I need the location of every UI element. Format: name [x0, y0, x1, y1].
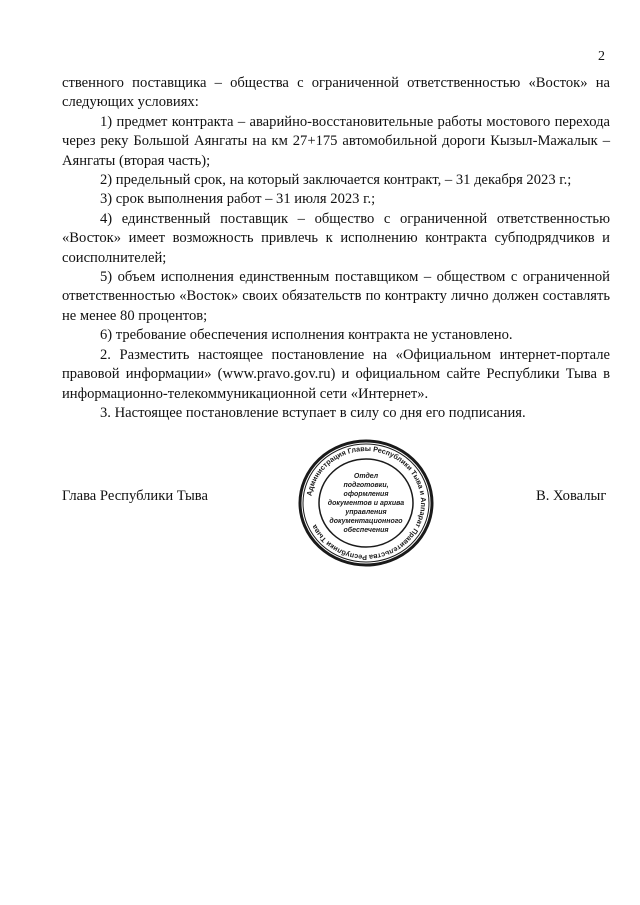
- stamp-line-2: подготовки,: [343, 482, 389, 489]
- official-stamp: [296, 438, 436, 568]
- stamp-ring-text: Администрация Главы Республики Тыва и Аппарат Правительства Республики Тыва: [304, 443, 429, 563]
- paragraph-item-3: 3) срок выполнения работ – 31 июля 2023 г.;: [100, 191, 376, 208]
- document-body: [62, 74, 610, 423]
- paragraph-clause-2: 2. Разместить настоящее постановление на «Официальном интернет-портале правовой информации» (www.pravo.gov.ru) и официальном сайте Республики Тыва в информационно-телекоммуникационной сети «Интернет».: [62, 346, 610, 402]
- paragraph-continuation: ственного поставщика – общества с ограниченной ответственностью «Восток» на следующих условиях:: [62, 75, 610, 111]
- page-number: 2: [598, 49, 605, 64]
- signatory-title: Глава Республики Тыва: [62, 488, 208, 504]
- signatory-name: В. Ховалыг: [536, 488, 607, 504]
- paragraph-item-1: 1) предмет контракта – аварийно-восстановительные работы мостового перехода через реку Большой Аянгаты на км 27+175 автомобильной дороги Кызыл-Мажалык – Аянгаты (вторая часть);: [62, 113, 610, 169]
- paragraph-item-4: 4) единственный поставщик – общество с ограниченной ответственностью «Восток» имеет возможность привлечь к исполнению контракта субподрядчиков и соисполнителей;: [62, 210, 610, 266]
- paragraph-item-6: 6) требование обеспечения исполнения контракта не установлено.: [100, 327, 513, 344]
- stamp-line-4: документов и архива: [327, 500, 405, 507]
- stamp-line-1: Отдел: [353, 473, 379, 480]
- stamp-line-3: оформления: [343, 491, 389, 498]
- stamp-line-5: управления: [345, 509, 387, 516]
- paragraph-item-2: 2) предельный срок, на который заключается контракт, – 31 декабря 2023 г.;: [100, 172, 572, 189]
- stamp-line-6: документационного: [329, 518, 403, 525]
- paragraph-clause-3: 3. Настоящее постановление вступает в силу со дня его подписания.: [100, 404, 526, 421]
- paragraph-item-5: 5) объем исполнения единственным поставщиком – обществом с ограниченной ответственностью «Восток» своих обязательств по контракту лично должен составлять не менее 80 процентов;: [62, 269, 610, 324]
- stamp-line-7: обеспечения: [343, 527, 389, 534]
